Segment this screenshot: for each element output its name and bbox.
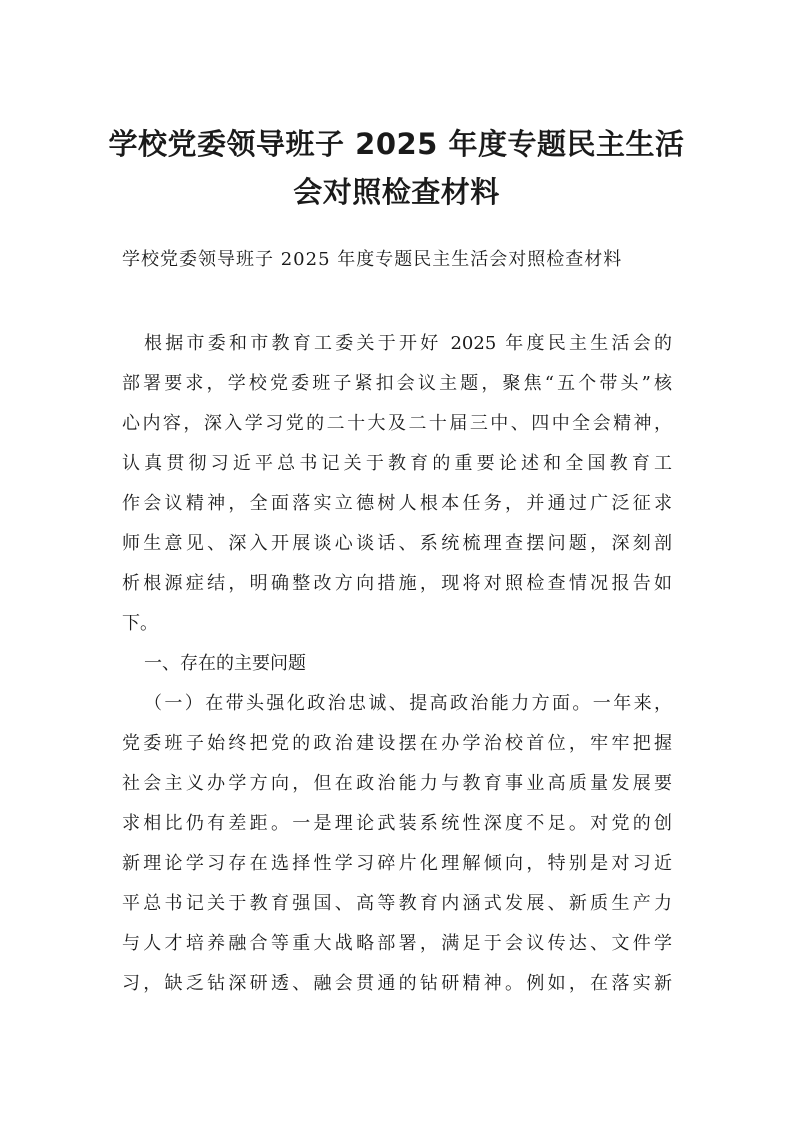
paragraph-1-line: 析根源症结，明确整改方向措施，现将对照检查情况报告如 — [122, 573, 672, 594]
paragraph-2-line: 习，缺乏钻深研透、融会贯通的钻研精神。例如，在落实新 — [122, 973, 672, 994]
paragraph-2-line: 求相比仍有差距。一是理论武装系统性深度不足。对党的创 — [122, 813, 672, 834]
paragraph-1-line: 师生意见、深入开展谈心谈话、系统梳理查摆问题，深刻剖 — [122, 533, 672, 554]
paragraph-1-line: 下。 — [122, 613, 158, 634]
paragraph-1-line: 根据市委和市教育工委关于开好 2025 年度民主生活会的 — [144, 333, 672, 354]
document-title-line-1: 学校党委领导班子 2025 年度专题民主生活 — [108, 127, 685, 161]
paragraph-2-line: 党委班子始终把党的政治建设摆在办学治校首位，牢牢把握 — [122, 733, 672, 754]
paragraph-2-line: 与人才培养融合等重大战略部署，满足于会议传达、文件学 — [122, 933, 672, 954]
paragraph-1-line: 部署要求，学校党委班子紧扣会议主题，聚焦“五个带头”核 — [122, 373, 672, 394]
paragraph-2-line: （一）在带头强化政治忠诚、提高政治能力方面。一年来， — [144, 693, 672, 714]
paragraph-1-line: 认真贯彻习近平总书记关于教育的重要论述和全国教育工 — [122, 453, 672, 474]
paragraph-1-line: 作会议精神，全面落实立德树人根本任务，并通过广泛征求 — [122, 493, 672, 514]
paragraph-2-line: 平总书记关于教育强国、高等教育内涵式发展、新质生产力 — [122, 893, 672, 914]
paragraph-2-line: 新理论学习存在选择性学习碎片化理解倾向，特别是对习近 — [122, 853, 672, 874]
section-heading: 一、存在的主要问题 — [144, 653, 306, 674]
paragraph-1-line: 心内容，深入学习党的二十大及二十届三中、四中全会精神， — [122, 413, 672, 434]
paragraph-2-line: 社会主义办学方向，但在政治能力与教育事业高质量发展要 — [122, 773, 672, 794]
document-subtitle: 学校党委领导班子 2025 年度专题民主生活会对照检查材料 — [122, 249, 623, 270]
document-title-line-2: 会对照检查材料 — [293, 175, 500, 209]
